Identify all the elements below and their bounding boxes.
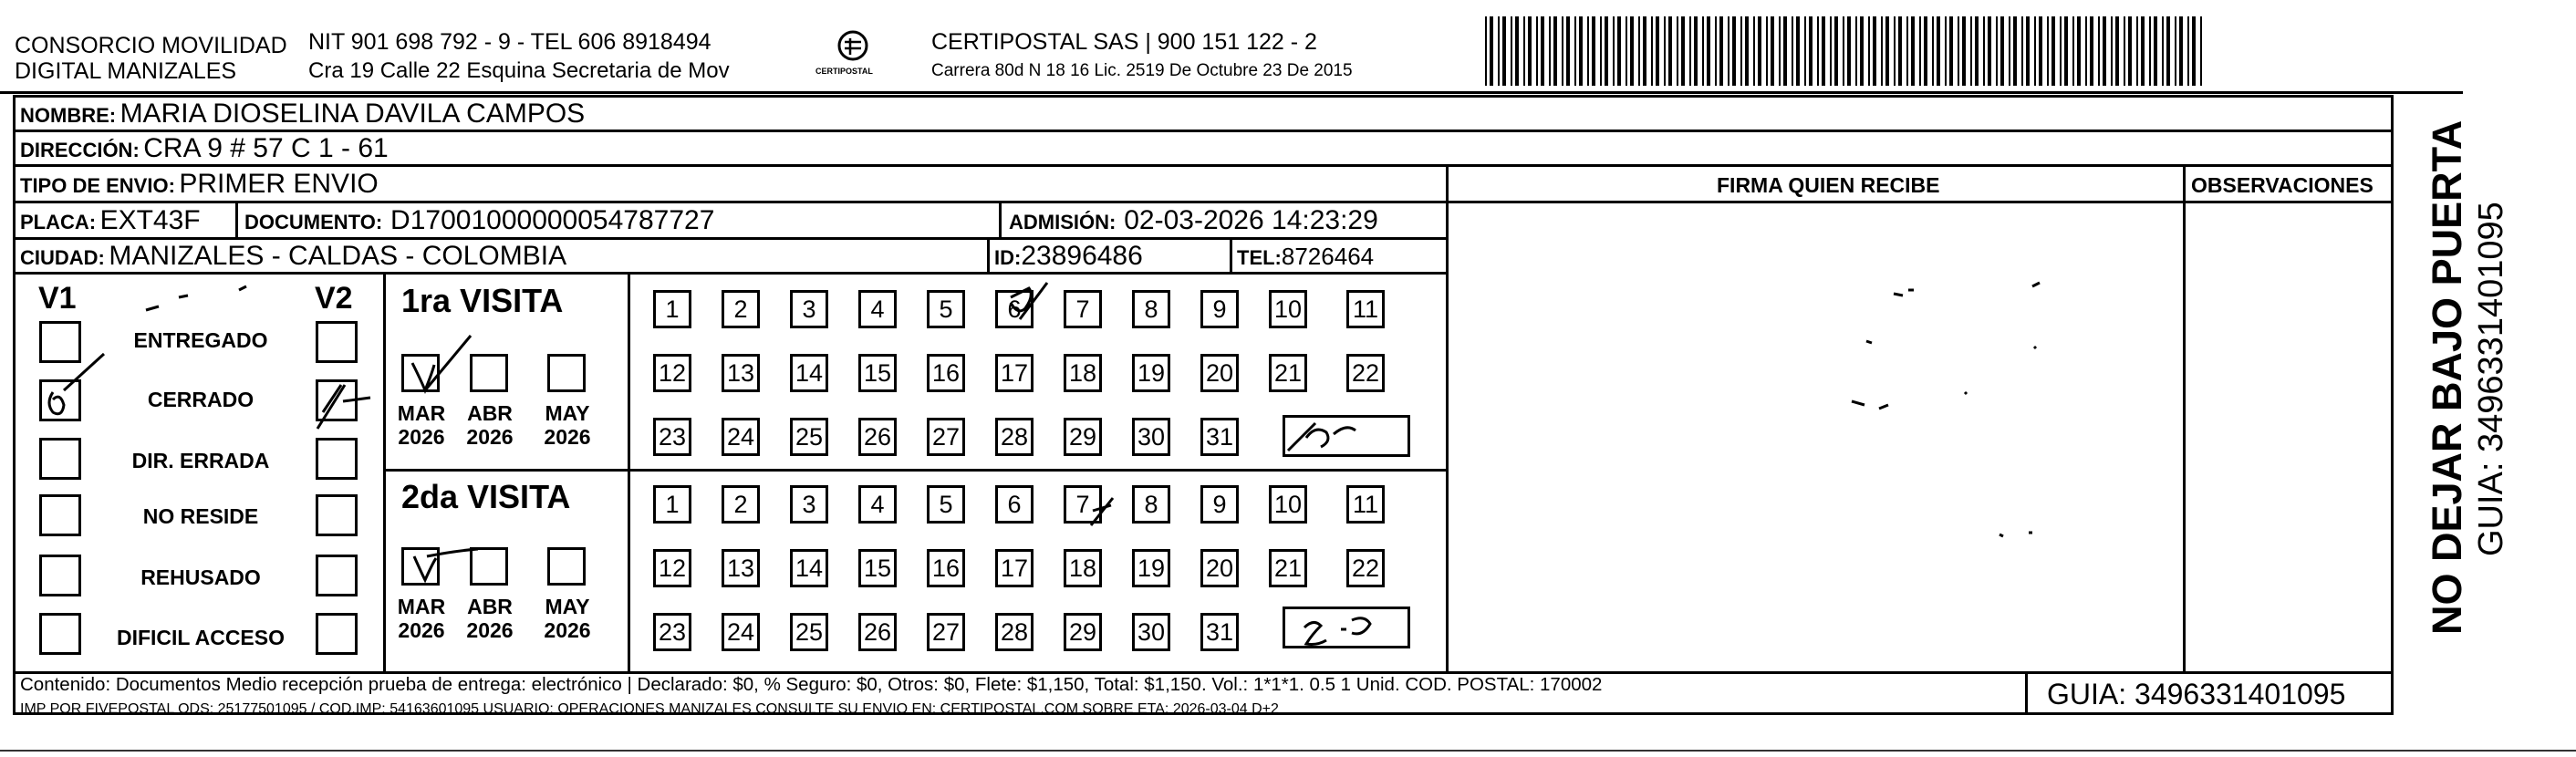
visit2-day-4[interactable]: 4 (858, 485, 897, 524)
v2-checkbox-rehusado[interactable] (316, 555, 358, 596)
observaciones-divider (2183, 166, 2186, 673)
visit1-day-14[interactable]: 14 (790, 354, 828, 392)
documento-label: DOCUMENTO: D17001000000054787727 (244, 205, 715, 235)
observaciones-label: OBSERVACIONES (2191, 173, 2373, 197)
barcode-bar (1502, 16, 1506, 86)
v2-checkbox-dificil-acceso[interactable] (316, 613, 358, 655)
barcode-bar (2115, 16, 2119, 86)
barcode-bar (1932, 16, 1934, 86)
v1-checkbox-cerrado[interactable] (39, 379, 81, 421)
company-name-line2: DIGITAL MANIZALES (15, 58, 237, 84)
visit1-day-18[interactable]: 18 (1064, 354, 1102, 392)
signature-header-rule (1449, 201, 2394, 203)
visit1-month-may: MAY 2026 (544, 401, 591, 450)
visits-left-divider (383, 274, 386, 673)
nombre-label: NOMBRE: MARIA DIOSELINA DAVILA CAMPOS (20, 99, 586, 129)
barcode-bar (1574, 16, 1576, 86)
barcode-bar (1804, 16, 1806, 86)
v1-label: V1 (38, 281, 77, 316)
barcode-bar (2141, 16, 2145, 86)
barcode-bar (2098, 16, 2100, 86)
barcode-bar (1694, 16, 1698, 86)
form-right-divider (1446, 166, 1449, 673)
visit1-month-mar: MAR 2026 (397, 401, 446, 450)
visit2-day-23[interactable]: 23 (653, 613, 691, 651)
barcode-bar (1847, 16, 1851, 86)
visit1-time-box[interactable] (1283, 415, 1410, 457)
visit1-day-2[interactable]: 2 (722, 290, 760, 328)
barcode-bar (2072, 16, 2074, 86)
status-rehusado: REHUSADO (140, 565, 261, 589)
visit2-day-25[interactable]: 25 (790, 613, 828, 651)
v1-checkbox-rehusado[interactable] (39, 555, 81, 596)
barcode-bar (1740, 16, 1742, 86)
visit1-day-6[interactable]: 6 (995, 290, 1034, 328)
visit1-day-11[interactable]: 11 (1346, 290, 1385, 328)
barcode-bar (1553, 16, 1557, 86)
barcode-bar (1626, 16, 1627, 86)
barcode-bar (1783, 16, 1787, 86)
id-label: ID:23896486 (994, 241, 1143, 271)
footer-contenido: Contenido: Documentos Medio recepción prueba de entrega: electrónico | Declarado: $0, % Seguro: $0, Otros: $0, Flete: $1,150, Total: $1,150. Vol.: 1*1*1. 0.5 1 Unid. COD. POSTAL: 170002 (20, 674, 1603, 695)
barcode-bar (1719, 16, 1723, 86)
footer-guia: GUIA: 3496331401095 (2047, 678, 2346, 710)
barcode-bar (1485, 16, 1487, 86)
barcode-bar (1792, 16, 1793, 86)
barcode-bar (2149, 16, 2151, 86)
visit1-day-31[interactable]: 31 (1200, 418, 1239, 456)
id-value: 23896486 (1021, 241, 1143, 271)
status-dir-errada: DIR. ERRADA (131, 449, 270, 472)
v1-checkbox-dir-errada[interactable] (39, 438, 81, 480)
placa-divider (235, 202, 238, 237)
barcode-bar (1753, 16, 1755, 86)
barcode-bar (1855, 16, 1857, 86)
barcode-bar (1668, 16, 1672, 86)
visit2-title: 2da VISITA (401, 478, 571, 515)
barcode-bar (2060, 16, 2062, 86)
tel-value: 8726464 (1281, 243, 1375, 270)
barcode-bar (1906, 16, 1908, 86)
status-entregado: ENTREGADO (133, 328, 268, 352)
status-cerrado: CERRADO (147, 388, 254, 411)
barcode-bar (1651, 16, 1653, 86)
barcode-bar (1988, 16, 1991, 86)
barcode-bar (1592, 16, 1595, 86)
header (0, 0, 2576, 91)
visit1-day-17[interactable]: 17 (995, 354, 1034, 392)
barcode-bar (1728, 16, 1729, 86)
v2-checkbox-cerrado[interactable] (316, 379, 358, 421)
visit2-day-10[interactable]: 10 (1269, 485, 1307, 524)
barcode-bar (2162, 16, 2164, 86)
visit1-day-8[interactable]: 8 (1132, 290, 1170, 328)
barcode-bar (1758, 16, 1761, 86)
signature-area[interactable] (1450, 204, 2180, 671)
barcode-bar (1779, 16, 1781, 86)
visit2-day-30[interactable]: 30 (1132, 613, 1170, 651)
barcode-bar (2166, 16, 2170, 86)
visit1-day-21[interactable]: 21 (1269, 354, 1307, 392)
barcode-bar (1962, 16, 1966, 86)
barcode-bar (2136, 16, 2138, 86)
visit2-day-24[interactable]: 24 (722, 613, 760, 651)
barcode-bar (1919, 16, 1921, 86)
visit2-day-17[interactable]: 17 (995, 549, 1034, 587)
visit2-month-may: MAY 2026 (544, 595, 591, 643)
barcode-bar (2026, 16, 2030, 86)
documento-value: D17001000000054787727 (390, 205, 715, 235)
ciudad-value: MANIZALES - CALDAS - COLOMBIA (109, 241, 567, 271)
barcode-bar (1664, 16, 1666, 86)
placa-label: PLACA: EXT43F (20, 205, 201, 235)
logo-text: CERTIPOSTAL (815, 67, 873, 76)
visit2-month-abr: ABR 2026 (466, 595, 514, 643)
barcode-bar (1830, 16, 1832, 86)
visit1-day-26[interactable]: 26 (858, 418, 897, 456)
visit2-day-14[interactable]: 14 (790, 549, 828, 587)
visit1-day-20[interactable]: 20 (1200, 354, 1239, 392)
barcode-bar (2051, 16, 2055, 86)
row-line-2 (13, 164, 2394, 167)
barcode-bar (1549, 16, 1551, 86)
v1-checkbox-no-reside[interactable] (39, 494, 81, 536)
barcode-bar (1541, 16, 1544, 86)
bottom-scan-line (0, 750, 2576, 752)
barcode-bar (1689, 16, 1691, 86)
barcode-bar (1975, 16, 1979, 86)
barcode-bar (1937, 16, 1940, 86)
barcode-bar (1638, 16, 1640, 86)
barcode-bar (1528, 16, 1532, 86)
visit2-month-abr-checkbox[interactable] (470, 547, 508, 586)
barcode-bar (1911, 16, 1915, 86)
header-bottom-rule (0, 91, 2463, 94)
visit2-day-3[interactable]: 3 (790, 485, 828, 524)
barcode-bar (1924, 16, 1927, 86)
v2-checkbox-no-reside[interactable] (316, 494, 358, 536)
tel-divider (1230, 239, 1232, 272)
barcode-bar (1600, 16, 1602, 86)
firma-label: FIRMA QUIEN RECIBE (1717, 173, 1940, 197)
visit2-day-7[interactable]: 7 (1064, 485, 1102, 524)
barcode-bar (1536, 16, 1538, 86)
visit1-day-19[interactable]: 19 (1132, 354, 1170, 392)
barcode-bar (1681, 16, 1685, 86)
observaciones-area[interactable] (2186, 204, 2391, 671)
visit1-day-29[interactable]: 29 (1064, 418, 1102, 456)
tipo-envio-label: TIPO DE ENVIO: PRIMER ENVIO (20, 169, 379, 199)
calendar-left-divider (628, 274, 630, 673)
side-guia-number: GUIA: 3496331401095 (2472, 202, 2510, 556)
courier-line2: Carrera 80d N 18 16 Lic. 2519 De Octubre 23 De 2015 (931, 61, 1353, 80)
v2-checkbox-entregado[interactable] (316, 321, 358, 363)
visit1-day-30[interactable]: 30 (1132, 418, 1170, 456)
visit2-day-12[interactable]: 12 (653, 549, 691, 587)
v1-checkbox-entregado[interactable] (39, 321, 81, 363)
id-divider (987, 239, 990, 272)
visit2-month-mar-checkbox[interactable] (401, 547, 440, 586)
barcode-bar (2175, 16, 2176, 86)
barcode-bar (2124, 16, 2125, 86)
barcode-bar (1707, 16, 1710, 86)
barcode-bar (2128, 16, 2132, 86)
barcode-bar (1745, 16, 1749, 86)
tel-label: TEL:8726464 (1237, 243, 1375, 270)
certipostal-logo (812, 27, 894, 82)
visit1-day-5[interactable]: 5 (927, 290, 965, 328)
nombre-value: MARIA DIOSELINA DAVILA CAMPOS (119, 99, 586, 129)
visit1-day-7[interactable]: 7 (1064, 290, 1102, 328)
v2-checkbox-dir-errada[interactable] (316, 438, 358, 480)
barcode-bar (1630, 16, 1634, 86)
tipo-envio-value: PRIMER ENVIO (179, 169, 379, 199)
barcode-bar (1970, 16, 1972, 86)
barcode-bar (1605, 16, 1608, 86)
barcode-bar (1523, 16, 1525, 86)
visit2-day-31[interactable]: 31 (1200, 613, 1239, 651)
barcode-bar (2064, 16, 2068, 86)
direccion-label: DIRECCIÓN: CRA 9 # 57 C 1 - 61 (20, 133, 389, 163)
footer-guia-divider (2025, 673, 2028, 715)
visit1-day-15[interactable]: 15 (858, 354, 897, 392)
barcode-bar (1817, 16, 1819, 86)
row-line-5 (13, 272, 1447, 275)
visit2-day-15[interactable]: 15 (858, 549, 897, 587)
visit1-day-4[interactable]: 4 (858, 290, 897, 328)
visit2-day-8[interactable]: 8 (1132, 485, 1170, 524)
ciudad-label: CIUDAD: MANIZALES - CALDAS - COLOMBIA (20, 241, 567, 271)
visit2-day-6[interactable]: 6 (995, 485, 1034, 524)
visit2-day-9[interactable]: 9 (1200, 485, 1239, 524)
visit1-day-28[interactable]: 28 (995, 418, 1034, 456)
row-line-3 (13, 201, 1447, 203)
barcode-bar (1617, 16, 1621, 86)
barcode-bar (1822, 16, 1825, 86)
status-dificil-acceso: DIFICIL ACCESO (116, 626, 285, 649)
barcode-bar (1898, 16, 1902, 86)
visit2-day-26[interactable]: 26 (858, 613, 897, 651)
visit1-day-24[interactable]: 24 (722, 418, 760, 456)
barcode-bar (2200, 16, 2202, 86)
visit1-month-abr-checkbox[interactable] (470, 354, 508, 392)
no-dejar-bajo-puerta-notice: NO DEJAR BAJO PUERTA (2424, 119, 2470, 635)
barcode (1485, 16, 2206, 86)
admision-value: 02-03-2026 14:23:29 (1124, 205, 1378, 235)
barcode-bar (2077, 16, 2081, 86)
barcode-bar (1860, 16, 1864, 86)
visit2-day-13[interactable]: 13 (722, 549, 760, 587)
status-no-reside: NO RESIDE (142, 504, 259, 528)
barcode-bar (2039, 16, 2042, 86)
visit2-day-5[interactable]: 5 (927, 485, 965, 524)
visit2-day-21[interactable]: 21 (1269, 549, 1307, 587)
v1-checkbox-dificil-acceso[interactable] (39, 613, 81, 655)
visit1-day-12[interactable]: 12 (653, 354, 691, 392)
visit2-day-29[interactable]: 29 (1064, 613, 1102, 651)
visit2-day-11[interactable]: 11 (1346, 485, 1385, 524)
visit1-day-3[interactable]: 3 (790, 290, 828, 328)
visit2-day-28[interactable]: 28 (995, 613, 1034, 651)
barcode-bar (1579, 16, 1583, 86)
company-address: Cra 19 Calle 22 Esquina Secretaria de Mov (308, 58, 730, 83)
barcode-bar (1796, 16, 1800, 86)
barcode-bar (1894, 16, 1896, 86)
barcode-bar (2013, 16, 2017, 86)
barcode-bar (2192, 16, 2196, 86)
barcode-bar (2179, 16, 2183, 86)
visit1-day-1[interactable]: 1 (653, 290, 691, 328)
barcode-bar (1566, 16, 1570, 86)
visit1-month-abr: ABR 2026 (466, 401, 514, 450)
visit1-day-25[interactable]: 25 (790, 418, 828, 456)
visit2-day-19[interactable]: 19 (1132, 549, 1170, 587)
barcode-bar (2154, 16, 2157, 86)
visit2-day-27[interactable]: 27 (927, 613, 965, 651)
barcode-bar (1643, 16, 1646, 86)
visit1-month-may-checkbox[interactable] (547, 354, 586, 392)
barcode-bar (1515, 16, 1519, 86)
barcode-bar (2103, 16, 2106, 86)
visit2-day-20[interactable]: 20 (1200, 549, 1239, 587)
barcode-bar (2021, 16, 2023, 86)
admision-label: ADMISIÓN: 02-03-2026 14:23:29 (1009, 205, 1378, 235)
visit1-month-mar-checkbox[interactable] (401, 354, 440, 392)
company-name-line1: CONSORCIO MOVILIDAD (15, 33, 287, 58)
barcode-bar (1677, 16, 1678, 86)
barcode-bar (1732, 16, 1736, 86)
visit2-day-22[interactable]: 22 (1346, 549, 1385, 587)
direccion-value: CRA 9 # 57 C 1 - 61 (143, 133, 389, 163)
visit1-day-10[interactable]: 10 (1269, 290, 1307, 328)
barcode-bar (1498, 16, 1500, 86)
v2-label: V2 (315, 281, 353, 316)
barcode-bar (1715, 16, 1717, 86)
visit2-month-mar: MAR 2026 (397, 595, 446, 643)
admision-divider (999, 202, 1002, 237)
company-nit: NIT 901 698 792 - 9 - TEL 606 8918494 (308, 29, 712, 55)
barcode-bar (2000, 16, 2004, 86)
barcode-bar (1996, 16, 1998, 86)
barcode-bar (1873, 16, 1876, 86)
barcode-bar (1868, 16, 1870, 86)
barcode-bar (1843, 16, 1844, 86)
barcode-bar (1885, 16, 1889, 86)
barcode-bar (2111, 16, 2113, 86)
barcode-bar (1949, 16, 1953, 86)
visit1-title: 1ra VISITA (401, 282, 564, 319)
barcode-bar (1490, 16, 1493, 86)
barcode-bar (1958, 16, 1959, 86)
courier-line1: CERTIPOSTAL SAS | 900 151 122 - 2 (931, 29, 1317, 55)
footer-imp: IMP POR FIVEPOSTAL ODS: 25177501095 / COD.IMP: 54163601095 USUARIO: OPERACIONES MANIZALES CONSULTE SU ENVIO EN: CERTIPOSTAL.COM SOBRE ETA: 2026-03-04 D+2 (20, 701, 1279, 717)
barcode-bar (1702, 16, 1704, 86)
visit1-day-22[interactable]: 22 (1346, 354, 1385, 392)
barcode-bar (1983, 16, 1985, 86)
barcode-bar (1587, 16, 1589, 86)
row-line-1 (13, 130, 2394, 132)
visit1-day-16[interactable]: 16 (927, 354, 965, 392)
barcode-bar (2187, 16, 2189, 86)
barcode-bar (1834, 16, 1838, 86)
barcode-bar (1881, 16, 1883, 86)
visit1-day-27[interactable]: 27 (927, 418, 965, 456)
barcode-bar (2090, 16, 2093, 86)
visit1-day-13[interactable]: 13 (722, 354, 760, 392)
barcode-bar (1809, 16, 1813, 86)
barcode-bar (1766, 16, 1768, 86)
barcode-bar (1511, 16, 1512, 86)
visit2-day-1[interactable]: 1 (653, 485, 691, 524)
visit2-day-16[interactable]: 16 (927, 549, 965, 587)
barcode-bar (2047, 16, 2049, 86)
visit1-day-9[interactable]: 9 (1200, 290, 1239, 328)
visit1-day-23[interactable]: 23 (653, 418, 691, 456)
barcode-bar (1771, 16, 1774, 86)
barcode-bar (1562, 16, 1563, 86)
visit2-time-box[interactable] (1283, 607, 1410, 648)
barcode-bar (1613, 16, 1615, 86)
visit2-month-may-checkbox[interactable] (547, 547, 586, 586)
barcode-bar (2034, 16, 2036, 86)
barcode-bar (1945, 16, 1947, 86)
visit-divider (383, 469, 1448, 472)
barcode-bar (1656, 16, 1659, 86)
visit2-day-2[interactable]: 2 (722, 485, 760, 524)
barcode-bar (2009, 16, 2010, 86)
visit2-day-18[interactable]: 18 (1064, 549, 1102, 587)
barcode-bar (2085, 16, 2087, 86)
placa-value: EXT43F (99, 205, 201, 235)
